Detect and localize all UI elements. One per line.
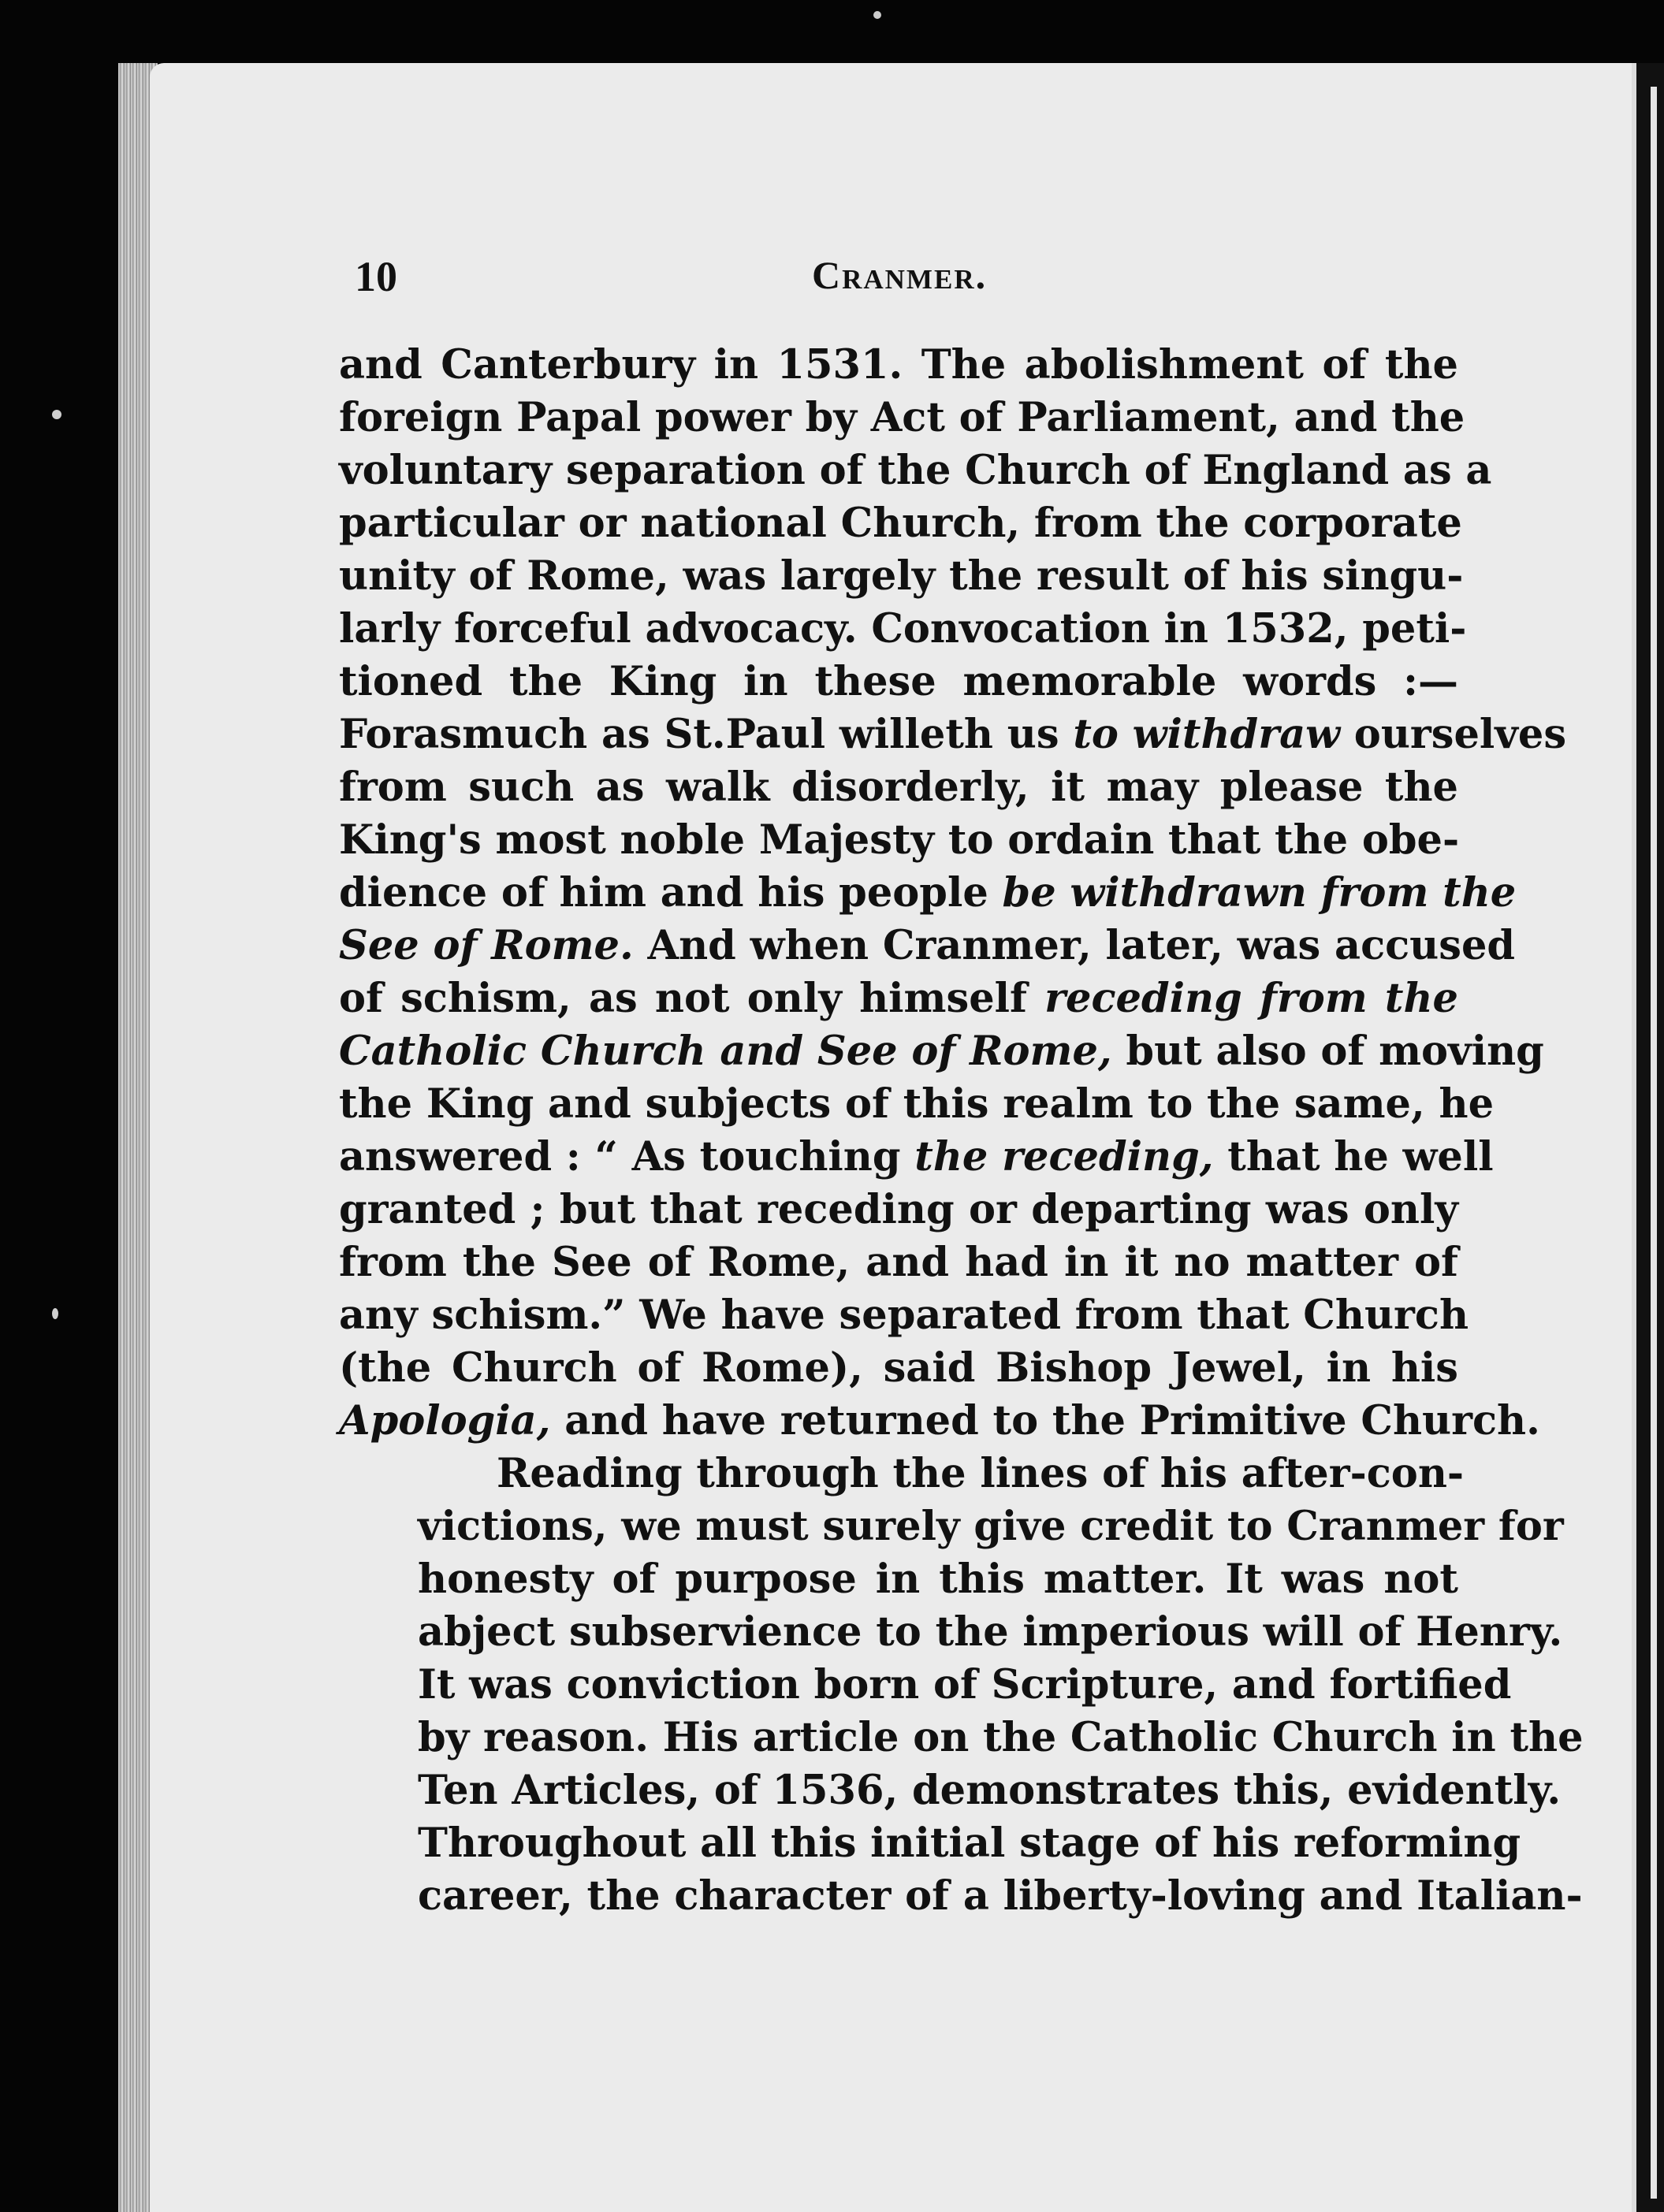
text-line: [339, 1078, 1495, 1131]
text-segment: any schism.” We have separated from that Church: [339, 1292, 1469, 1339]
text-line: [339, 1659, 1512, 1712]
text-line: [339, 761, 1458, 814]
text-line: [339, 814, 1458, 867]
paragraph: [339, 1448, 1584, 1923]
text-segment: and have returned to the Primitive Church.: [550, 1397, 1540, 1444]
text-segment: King's most noble Majesty to ordain that the obe-: [339, 816, 1460, 864]
text-line: [339, 1870, 1583, 1923]
text-line: [339, 920, 1516, 972]
text-line: [339, 1448, 1465, 1500]
text-line: [339, 1236, 1458, 1289]
text-line: [339, 392, 1465, 444]
text-segment: the King and subjects of this realm to the same, he: [339, 1080, 1495, 1128]
text-line: [339, 550, 1464, 603]
facing-page-edge: [1632, 63, 1664, 2212]
text-segment: unity of Rome, was largely the result of his singu-: [339, 552, 1464, 600]
text-segment: ourselves: [1340, 711, 1567, 758]
italic-text: receding from the: [1044, 975, 1458, 1022]
text-segment: honesty of purpose in this matter. It was not: [418, 1556, 1458, 1603]
text-segment: of schism, as not only himself: [339, 975, 1045, 1022]
text-segment: particular or national Church, from the corporate: [339, 500, 1462, 547]
text-segment: Ten Articles, of 1536, demonstrates this, evidently.: [418, 1767, 1562, 1814]
text-line: [339, 1606, 1563, 1659]
text-segment: career, the character of a liberty-loving and Italian-: [418, 1872, 1583, 1920]
text-line: [339, 972, 1458, 1025]
scan-speck: [52, 410, 61, 419]
text-line: [339, 1131, 1494, 1184]
italic-text: Catholic Church and See of Rome,: [339, 1028, 1112, 1075]
text-line: [339, 656, 1458, 708]
text-segment: from the See of Rome, and had in it no matter of: [339, 1239, 1458, 1286]
italic-text: See of Rome.: [339, 922, 634, 969]
body-text: [339, 339, 1584, 1923]
text-line: [339, 497, 1462, 550]
text-segment: abject subservience to the imperious will of Henry.: [418, 1608, 1563, 1656]
scan-speck: [52, 1308, 58, 1319]
text-segment: It was conviction born of Scripture, and fortified: [418, 1661, 1512, 1708]
text-segment: granted ; but that receding or departing was only: [339, 1186, 1458, 1233]
text-line: [339, 1712, 1584, 1764]
page-number: 10: [355, 253, 397, 300]
text-segment: answered : “ As touching: [339, 1133, 915, 1180]
text-segment: victions, we must surely give credit to Cranmer for: [418, 1503, 1564, 1550]
text-segment: Reading through the lines of his after-con-: [497, 1450, 1465, 1497]
italic-text: the receding,: [914, 1133, 1214, 1180]
text-line: [339, 1395, 1540, 1448]
italic-text: to withdraw: [1073, 711, 1341, 758]
text-line: [339, 1289, 1469, 1342]
text-line: [339, 1817, 1521, 1870]
paragraph: [339, 339, 1567, 1448]
text-segment: And when Cranmer, later, was accused: [633, 922, 1516, 969]
text-segment: tioned the King in these memorable words :—: [339, 658, 1458, 705]
text-line: [339, 1553, 1458, 1606]
italic-text: be withdrawn from the: [1002, 869, 1517, 916]
text-line: [339, 444, 1492, 497]
text-segment: but also of moving: [1111, 1028, 1544, 1075]
text-segment: by reason. His article on the Catholic Church in the: [418, 1714, 1584, 1761]
text-line: [339, 867, 1517, 920]
italic-text: Apologia,: [339, 1397, 551, 1444]
text-line: [339, 1500, 1564, 1553]
text-segment: voluntary separation of the Church of England as a: [339, 447, 1492, 494]
text-line: [339, 1184, 1458, 1236]
text-segment: (the Church of Rome), said Bishop Jewel, in his: [339, 1344, 1458, 1392]
text-segment: and Canterbury in 1531. The abolishment of the: [339, 341, 1458, 388]
running-head: Cranmer.: [812, 253, 988, 297]
text-segment: Throughout all this initial stage of his reforming: [418, 1820, 1521, 1867]
text-line: [339, 603, 1467, 656]
text-line: [339, 339, 1458, 392]
text-segment: larly forceful advocacy. Convocation in 1532, peti-: [339, 605, 1467, 652]
text-line: [339, 1764, 1562, 1817]
text-segment: foreign Papal power by Act of Parliament, and the: [339, 394, 1465, 441]
page-header: [197, 252, 1443, 315]
text-line: [339, 1025, 1544, 1078]
text-line: [339, 1342, 1458, 1395]
text-line: [339, 708, 1567, 761]
text-segment: from such as walk disorderly, it may please the: [339, 764, 1458, 811]
text-segment: dience of him and his people: [339, 869, 1003, 916]
text-segment: Forasmuch as St.Paul willeth us: [339, 711, 1074, 758]
scan-speck: [873, 11, 881, 19]
text-segment: that he well: [1213, 1133, 1494, 1180]
